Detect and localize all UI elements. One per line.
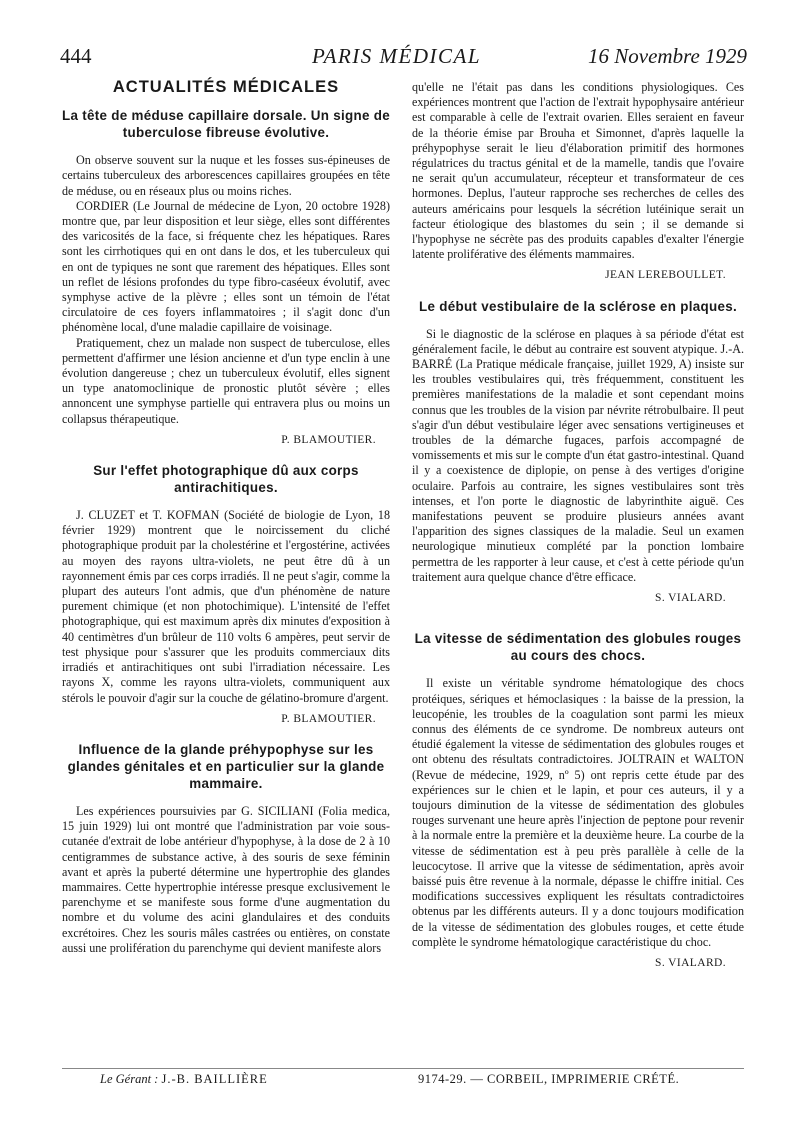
left-column (62, 74, 390, 956)
article-paragraph: Pratiquement, chez un malade non suspect de tuberculose, elles permettent d'affirmer une lésion ancienne et d'un type enclin à une évolution dangereuse ; chez un tuberculeux évolutif, elles signent un type anatomoclinique de pronostic plutôt sévère ; elles annoncent une symphyse partielle qui entravera plus ou moins un collapsus thérapeutique. (62, 335, 390, 426)
article-title-sedimentation: La vitesse de sédimentation des globules rouges au cours des chocs. (414, 631, 742, 664)
footer-printer: 9174-29. — CORBEIL, IMPRIMERIE CRÉTÉ. (418, 1072, 680, 1086)
article-signature: P. BLAMOUTIER. (281, 433, 376, 446)
article-title-photographique: Sur l'effet photographique dû aux corps antirachitiques. (93, 463, 359, 496)
article-title-sclerose: Le début vestibulaire de la sclérose en plaques. (418, 298, 738, 314)
journal-title: PARIS MÉDICAL (312, 44, 482, 68)
article-title-prehypophyse: Influence de la glande préhypophyse sur les glandes génitales et en particulier sur la glande mammaire. (67, 741, 385, 791)
article-paragraph: Les expériences poursuivies par G. SICILIANI (Folia medica, 15 juin 1929) lui ont montré que l'administration par voie sous-cutanée d'extrait de lobe antérieur d'hypophyse, à la dose de 2 à 10 centigrammes de substance active, à des souris de sexe féminin avant et après la puberté détermine une hypertrophie des glandes mammaires. Cette hypertrophie intéresse presque exclusivement le parenchyme et se manifeste sous forme d'une augmentation du nombre et du volume des acini glandulaires et des conduits excrétoires. Chez les souris mâles castrées ou entières, on constate aussi une prolifération du parenchyme qui devient manifeste alors (62, 803, 390, 955)
gerant-label: Le Gérant : (100, 1072, 159, 1086)
page-number: 444 (60, 44, 92, 68)
article-paragraph: CORDIER (Le Journal de médecine de Lyon, 20 octobre 1928) montre que, par leur disposition et leur siège, elles sont différentes des varicosités de la face, si fréquente chez les hépatiques. Rares sont les cirrhotiques qui en ont dans le dos, et les tuberculeux qui en ont de typiques ne sont que rarement des hépatiques. Elles sont un reflet de lésions profondes du type fibro-caséeux évolutif, avec symphyse active de la plèvre ; elles sont un témoin de l'état circulatoire de ces foyers inflammatoires ; il s'agit donc d'un phénomène local, d'une maladie capillaire de voisinage. (62, 198, 390, 335)
footer-gerant (100, 1072, 268, 1087)
footer-rule (62, 1068, 744, 1069)
article-paragraph: Si le diagnostic de la sclérose en plaques à sa période d'état est généralement facile, le début au contraire est souvent atypique. J.-A. BARRÉ (La Pratique médicale française, juillet 1929, A) insiste sur les troubles vestibulaires qui, très fréquemment, constituent les premières manifestations de la maladie et sont cependant moins connus que les troubles de la vision par névrite rétrobulbaire. Il peut s'agir d'un début vestibulaire léger avec sensations vertigineuses et troubles de la démarche fugaces, parfois accompagné de vomissements et mis sur le compte d'un état gastro-intestinal. Quand il y a coexistence de diplopie, on pense à des vertiges d'origine oculaire. Parfois au contraire, les signes vestibulaires sont très intenses, et l'on porte le diagnostic de labyrinthite aiguë. Ces manifestations peuvent se produire plusieurs années avant l'apparition des signes classiques de la maladie. Seul un examen neurologique minutieux complété par la ponction lombaire permettra de les rapporter à leur cause, et c'est à cette période qu'un traitement aura quelque chance d'être efficace. (412, 326, 745, 584)
issue-date: 16 Novembre 1929 (588, 44, 748, 68)
article-signature: JEAN LEREBOULLET. (605, 269, 726, 282)
article-paragraph: Il existe un véritable syndrome hématologique des chocs protéiques, sériques et hémoclasiques : la baisse de la pression, la leucopénie, les troubles de la coagulation sont parmi les mieux connus des éléments de ce syndrome. De nombreux auteurs ont étudié également la vitesse de sédimentation des globules rouges et ont obtenu des résultats contradictoires. JOLTRAIN et WALTON (Revue de médecine, 1929, nº 5) ont repris cette étude par des expériences sur le chien et le lapin, et pour ces auteurs, il y a toujours diminution de la vitesse de sédimentation des globules rouges survenant une heure après l'injection de peptone pour revenir à la normale entre la première et la deuxième heure. La courbe de la vitesse de sédimentation est à peu près parallèle à celle de la leucocytose. Il arrive que la vitesse de sédimentation, après avoir baissé puis être revenue à la normale, dépasse le chiffre initial. Ces modifications successives expliquent les résultats contradictoires obtenus par les différents auteurs. Il y a donc toujours modification de la vitesse de sédimentation des globules rouges, et cette étude complète le syndrome hématologique caractéristique du choc. (412, 676, 744, 949)
article-title-meduse: La tête de méduse capillaire dorsale. Un signe de tuberculose fibreuse évolutive. (62, 108, 390, 141)
article-signature: P. BLAMOUTIER. (281, 712, 376, 725)
gerant-name: J.-B. BAILLIÈRE (161, 1072, 268, 1086)
section-title: ACTUALITÉS MÉDICALES (112, 78, 340, 96)
article-paragraph: On observe souvent sur la nuque et les fosses sus-épineuses de certains tuberculeux des arborescences capillaires groupées en tête de méduse, ou en réseaux plus ou moins riches. (62, 153, 390, 198)
right-column (412, 80, 744, 983)
article-paragraph: J. CLUZET et T. KOFMAN (Société de biologie de Lyon, 18 février 1929) montrent que le noircissement du cliché photographique produit par la cholestérine et l'ergostérine, activées au moyen des rayons ultra-violets, ne peut être dû à un rayonnement émis par ces corps irradiés. Il ne peut s'agir, comme la plupart des auteurs l'ont admis, que d'un phénomène de nature purement chimique (et non photochimique). L'intensité de l'effet photographique, qui est maximum après dix minutes d'exposition à 40 centimètres d'un brûleur de 110 volts 6 ampères, peut servir de test physique pour s'assurer que les produits commerciaux dits irradiés et antirachitiques ont subi l'irradiation nécessaire. Les rayons X, comme les rayons ultra-violets, communiquent aux stérols le pouvoir d'agir sur la couche de gélatino-bromure d'argent. (62, 508, 390, 705)
article-signature: S. VIALARD. (655, 956, 726, 969)
article-signature: S. VIALARD. (655, 592, 726, 605)
article-paragraph-continued: qu'elle ne l'était pas dans les conditions physiologiques. Ces expériences montrent que l'action de l'extrait hypophysaire antérieur est comparable à celle de l'extrait ovarien. Elles seraient en faveur de la théorie émise par Brouha et Simonnet, d'après laquelle la préhypophyse serait le lieu d'élaboration primitif des hormones régulatrices du tractus génital et de la mamelle, tandis que l'ovaire ne serait qu'un accumulateur, récepteur et transformateur de ces hormones. Deplus, l'auteur rapproche ses recherches de celles des auteurs américains pour lesquels la sécrétion lutéinique serait un facteur étiologique des blastomes du sein ; il se demande si l'hypophyse ne sécrète pas des produits capables d'exalter l'énergie latente proliférative des éléments mammaires. (412, 80, 744, 262)
